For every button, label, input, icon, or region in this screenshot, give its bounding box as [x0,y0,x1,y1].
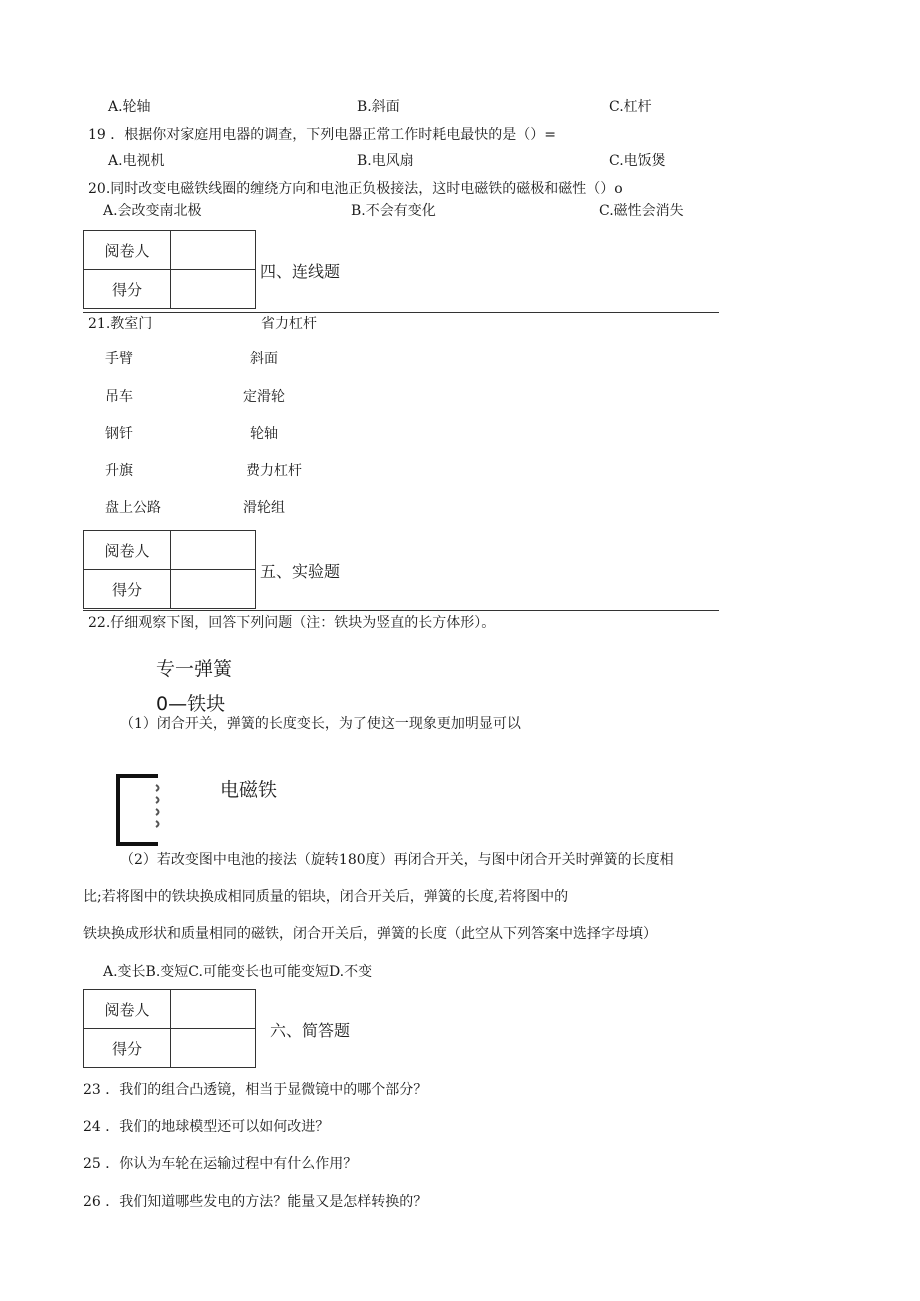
q19-option-c: C.电饭煲 [609,153,666,169]
q22-choices: A.变长B.变短C.可能变长也可能变短D.不变 [103,964,373,980]
q19-stem: 19 ．根据你对家庭用电器的调查，下列电器正常工作时耗电最快的是（）= [88,127,556,143]
reviewer-blank [171,990,256,1029]
q20-stem: 20.同时改变电磁铁线圈的缠绕方向和电池正负极接法，这时电磁铁的磁极和磁性（）o [88,181,623,197]
coil-icon [156,785,159,827]
q25: 25 ．你认为车轮在运输过程中有什么作用？ [83,1156,358,1172]
q20-option-c: C.磁性会消失 [599,203,684,219]
q22-stem: 22.仔细观察下图，回答下列问题（注：铁块为竖直的长方体形）。 [88,615,496,631]
q21-right-3: 定滑轮 [243,389,285,405]
grader-box-section6 [83,989,256,1068]
section4-title: 四、连线题 [260,262,341,281]
q21-left-3: 吊车 [105,389,133,405]
electromagnet-core [118,776,158,844]
q19-option-a: A.电视机 [108,153,165,169]
q22-sub2-line3: 铁块换成形状和质量相同的磁铁，闭合开关后，弹簧的长度（此空从下列答案中选择字母填） [83,926,657,942]
q21-right-2: 斜面 [250,351,278,367]
q21-right-5: 费力杠杆 [246,463,302,479]
section5-rule [83,610,719,611]
score-label: 得分 [84,570,171,609]
score-blank [171,270,256,309]
q22-sub1: （1）闭合开关，弹簧的长度变长，为了使这一现象更加明显可以 [120,716,521,732]
q21-right-6: 滑轮组 [243,500,285,516]
q26: 26 ．我们知道哪些发电的方法？能量又是怎样转换的？ [83,1194,428,1210]
q21-left-4: 钢钎 [105,426,133,442]
q20-option-b: B.不会有变化 [351,203,436,219]
figure-spring-label: 专一弹簧 [156,658,233,680]
score-label: 得分 [84,270,171,309]
figure-iron-label: 0—铁块 [156,693,226,715]
reviewer-label: 阅卷人 [84,990,171,1029]
q21-left-2: 手臂 [105,351,133,367]
q22-sub2-line2: 比;若将图中的铁块换成相同质量的铝块，闭合开关后，弹簧的长度,若将图中的 [83,889,569,905]
q21-left-5: 升旗 [105,463,133,479]
section4-rule [83,312,719,313]
score-label: 得分 [84,1029,171,1068]
section5-title: 五、实验题 [260,562,341,581]
q21-left-1: 21.教室门 [88,316,153,332]
q20-option-a: A.会改变南北极 [103,203,202,219]
score-blank [171,570,256,609]
reviewer-label: 阅卷人 [84,531,171,570]
q18-option-a: A.轮轴 [108,99,151,115]
q21-right-4: 轮轴 [250,426,278,442]
reviewer-blank [171,531,256,570]
score-blank [171,1029,256,1068]
q21-right-1: 省力杠杆 [261,316,317,332]
electromagnet-figure [112,773,164,847]
grader-box-section5 [83,530,256,609]
reviewer-blank [171,231,256,270]
figure-electromagnet-label: 电磁铁 [220,779,278,801]
q21-left-6: 盘上公路 [105,500,161,516]
q19-option-b: B.电风扇 [357,153,414,169]
q23: 23 ．我们的组合凸透镜，相当于显微镜中的哪个部分？ [83,1082,428,1098]
q18-option-b: B.斜面 [357,99,400,115]
q18-option-c: C.杠杆 [609,99,652,115]
reviewer-label: 阅卷人 [84,231,171,270]
q24: 24 ．我们的地球模型还可以如何改进？ [83,1119,330,1135]
section6-title: 六、简答题 [270,1021,351,1040]
grader-box-section4 [83,230,256,309]
q22-sub2-line1: （2）若改变图中电池的接法（旋转180度）再闭合开关，与图中闭合开关时弹簧的长度相 [120,852,674,868]
